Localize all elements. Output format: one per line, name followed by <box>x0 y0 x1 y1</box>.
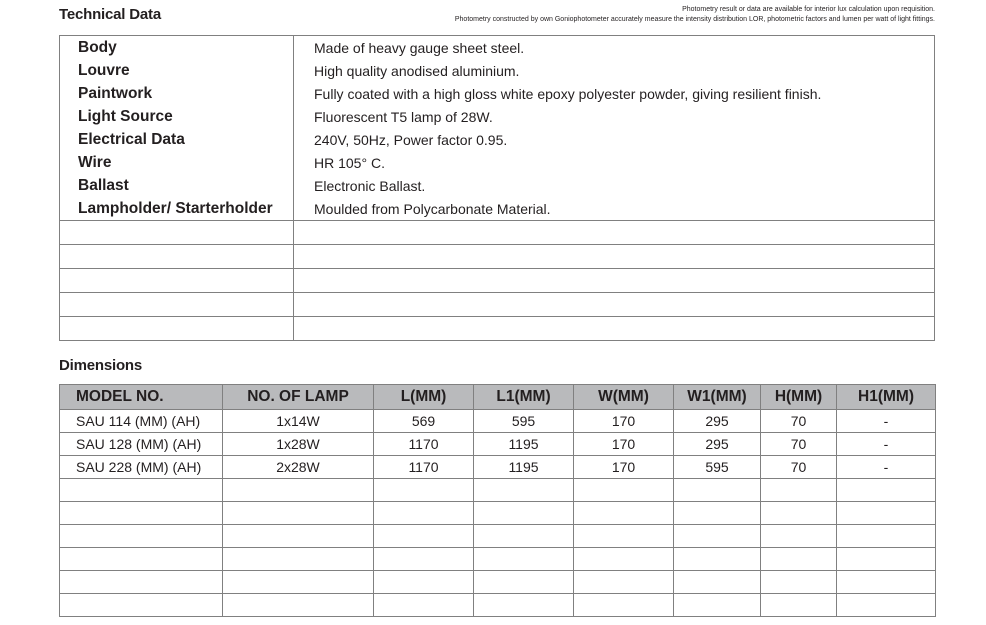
dimensions-header-cell: MODEL NO. <box>60 385 223 410</box>
empty-cell <box>837 594 936 617</box>
dimension-cell: 595 <box>674 456 761 479</box>
dimension-cell: - <box>837 433 936 456</box>
empty-cell <box>474 479 574 502</box>
empty-cell <box>761 502 837 525</box>
dimension-cell: 1170 <box>374 456 474 479</box>
technical-value: Moulded from Polycarbonate Material. <box>294 197 935 221</box>
dimensions-empty-row <box>60 548 936 571</box>
dimension-cell: 1195 <box>474 433 574 456</box>
dimension-cell: 1195 <box>474 456 574 479</box>
empty-cell <box>60 293 294 317</box>
technical-label: Ballast <box>60 174 294 197</box>
dimensions-table <box>59 384 936 617</box>
empty-cell <box>294 221 935 245</box>
dimensions-empty-row <box>60 502 936 525</box>
dimension-cell: 2x28W <box>223 456 374 479</box>
technical-value: Fluorescent T5 lamp of 28W. <box>294 105 935 128</box>
dimension-cell: 595 <box>474 410 574 433</box>
model-cell: SAU 114 (MM) (AH) <box>60 410 223 433</box>
dimensions-empty-row <box>60 525 936 548</box>
empty-cell <box>60 594 223 617</box>
empty-cell <box>223 479 374 502</box>
empty-cell <box>574 548 674 571</box>
technical-row <box>60 174 935 197</box>
empty-cell <box>837 502 936 525</box>
empty-cell <box>574 525 674 548</box>
technical-data-title: Technical Data <box>59 6 161 23</box>
empty-cell <box>60 571 223 594</box>
empty-cell <box>60 317 294 341</box>
empty-cell <box>574 502 674 525</box>
technical-row <box>60 36 935 60</box>
technical-label: Louvre <box>60 59 294 82</box>
empty-cell <box>474 502 574 525</box>
empty-cell <box>761 571 837 594</box>
technical-label: Paintwork <box>60 82 294 105</box>
dimensions-empty-row <box>60 594 936 617</box>
dimension-cell: 170 <box>574 456 674 479</box>
empty-cell <box>474 525 574 548</box>
empty-cell <box>761 548 837 571</box>
empty-cell <box>60 479 223 502</box>
technical-label: Wire <box>60 151 294 174</box>
empty-cell <box>374 525 474 548</box>
empty-cell <box>60 548 223 571</box>
empty-cell <box>674 571 761 594</box>
empty-cell <box>60 221 294 245</box>
dimensions-header-cell: L(MM) <box>374 385 474 410</box>
dimensions-header-row <box>60 385 936 410</box>
dimension-cell: 70 <box>761 410 837 433</box>
dimensions-row <box>60 433 936 456</box>
empty-cell <box>60 525 223 548</box>
empty-cell <box>674 479 761 502</box>
empty-cell <box>294 269 935 293</box>
empty-cell <box>60 502 223 525</box>
photometry-note-2: Photometry constructed by own Goniophotometer accurately measure the intensity distribution LOR, photometric factors and lumen per watt of light fittings. <box>454 16 935 23</box>
empty-cell <box>837 571 936 594</box>
technical-value: Made of heavy gauge sheet steel. <box>294 36 935 60</box>
technical-row <box>60 197 935 221</box>
empty-cell <box>674 502 761 525</box>
empty-cell <box>223 548 374 571</box>
technical-empty-row <box>60 221 935 245</box>
empty-cell <box>837 525 936 548</box>
empty-cell <box>374 502 474 525</box>
empty-cell <box>761 594 837 617</box>
dimension-cell: 1x14W <box>223 410 374 433</box>
dimensions-header-cell: W1(MM) <box>674 385 761 410</box>
technical-empty-row <box>60 317 935 341</box>
technical-label: Electrical Data <box>60 128 294 151</box>
dimension-cell: 170 <box>574 433 674 456</box>
dimension-cell: 1170 <box>374 433 474 456</box>
empty-cell <box>60 245 294 269</box>
technical-empty-row <box>60 269 935 293</box>
empty-cell <box>574 571 674 594</box>
dimension-cell: 70 <box>761 456 837 479</box>
technical-row <box>60 151 935 174</box>
technical-empty-row <box>60 293 935 317</box>
empty-cell <box>374 571 474 594</box>
dimensions-header-cell: NO. OF LAMP <box>223 385 374 410</box>
photometry-note-1: Photometry result or data are available for interior lux calculation upon requisition. <box>682 6 935 13</box>
empty-cell <box>294 245 935 269</box>
technical-label: Body <box>60 36 294 60</box>
technical-data-table <box>59 35 935 341</box>
empty-cell <box>223 525 374 548</box>
empty-cell <box>837 548 936 571</box>
dimension-cell: 295 <box>674 410 761 433</box>
model-cell: SAU 228 (MM) (AH) <box>60 456 223 479</box>
empty-cell <box>294 293 935 317</box>
dimension-cell: - <box>837 410 936 433</box>
technical-value: 240V, 50Hz, Power factor 0.95. <box>294 128 935 151</box>
dimension-cell: 170 <box>574 410 674 433</box>
empty-cell <box>674 525 761 548</box>
technical-empty-row <box>60 245 935 269</box>
technical-row <box>60 105 935 128</box>
empty-cell <box>674 594 761 617</box>
empty-cell <box>223 571 374 594</box>
empty-cell <box>574 594 674 617</box>
dimensions-row <box>60 410 936 433</box>
model-cell: SAU 128 (MM) (AH) <box>60 433 223 456</box>
dimensions-header-cell: L1(MM) <box>474 385 574 410</box>
empty-cell <box>223 502 374 525</box>
empty-cell <box>374 594 474 617</box>
dimension-cell: - <box>837 456 936 479</box>
technical-row <box>60 128 935 151</box>
dimensions-header-cell: H1(MM) <box>837 385 936 410</box>
dimensions-header-cell: H(MM) <box>761 385 837 410</box>
empty-cell <box>60 269 294 293</box>
dimensions-empty-row <box>60 571 936 594</box>
technical-label: Light Source <box>60 105 294 128</box>
empty-cell <box>574 479 674 502</box>
dimension-cell: 70 <box>761 433 837 456</box>
dimensions-row <box>60 456 936 479</box>
dimensions-header-cell: W(MM) <box>574 385 674 410</box>
empty-cell <box>294 317 935 341</box>
empty-cell <box>837 479 936 502</box>
empty-cell <box>374 479 474 502</box>
empty-cell <box>761 479 837 502</box>
technical-row <box>60 82 935 105</box>
empty-cell <box>474 548 574 571</box>
technical-label: Lampholder/ Starterholder <box>60 197 294 221</box>
dimensions-empty-row <box>60 479 936 502</box>
technical-value: High quality anodised aluminium. <box>294 59 935 82</box>
technical-value: HR 105° C. <box>294 151 935 174</box>
dimension-cell: 1x28W <box>223 433 374 456</box>
dimension-cell: 569 <box>374 410 474 433</box>
technical-row <box>60 59 935 82</box>
empty-cell <box>374 548 474 571</box>
dimension-cell: 295 <box>674 433 761 456</box>
empty-cell <box>474 594 574 617</box>
technical-value: Fully coated with a high gloss white epoxy polyester powder, giving resilient finish. <box>294 82 935 105</box>
empty-cell <box>474 571 574 594</box>
technical-value: Electronic Ballast. <box>294 174 935 197</box>
empty-cell <box>761 525 837 548</box>
empty-cell <box>223 594 374 617</box>
empty-cell <box>674 548 761 571</box>
dimensions-title: Dimensions <box>59 357 143 374</box>
